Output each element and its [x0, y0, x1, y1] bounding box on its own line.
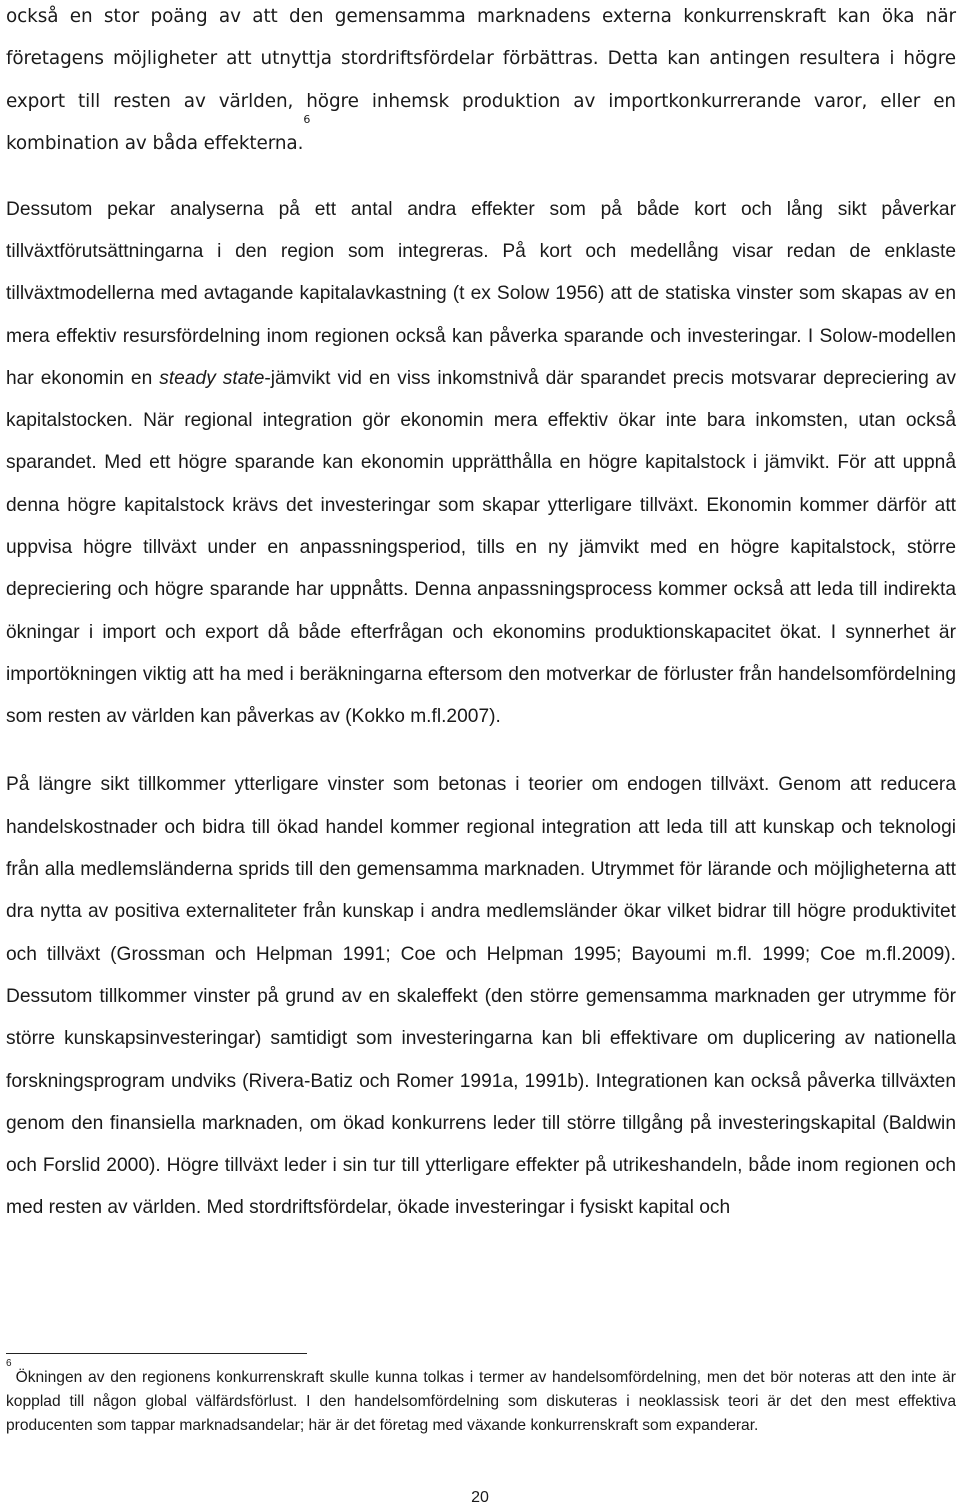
paragraph-2-text-start: Dessutom pekar analyserna på ett antal andra effekter som på både kort och lång sikt påverkar tillväxtförutsättningarna i den region som integreras. På kort och medellång visar redan de enklaste tillväxtmodellerna med avtagande kapitalavkastning (t ex Solow 1956) att de statiska vinster som skapas av en mera effektiv resursfördelning inom regionen också kan påverka sparande och investeringar. I Solow-modellen har ekonomin en — [6, 198, 956, 389]
paragraph-3-text: På längre sikt tillkommer ytterligare vinster som betonas i teorier om endogen tillväxt. Genom att reducera handelskostnader och bidra till ökad handel kommer regional integration att leda till att kunskap och teknologi från alla medlemsländerna sprids till den gemensamma marknaden. Utrymmet för lärande och möjligheterna att dra nytta av positiva externaliteter från kunskap i andra medlemsländer ökar vilket bidrar till högre produktivitet och tillväxt (Grossman och Helpman 1991; Coe och Helpman 1995; Bayoumi m.fl. 1999; Coe m.fl.2009). Dessutom tillkommer vinster på grund av en skaleffekt (den större gemensamma marknaden ger utrymme för större kunskapsinvesteringar) samtidigt som investeringarna kan bli effektivare om duplicering av nationella forskningsprogram undviks (Rivera-Batiz och Romer 1991a, 1991b). Integrationen kan också påverka tillväxten genom den finansiella marknaden, om ökad konkurrens leder till större tillgång på investeringskapital (Baldwin och Forslid 2000). Högre tillväxt leder i sin tur till ytterligare effekter på utrikeshandeln, både inom regionen och med resten av världen. Med stordriftsfördelar, ökade investeringar i fysiskt kapital och — [6, 774, 956, 1219]
paragraph-export-effects — [6, 0, 956, 166]
paragraph-endogenous-growth — [6, 764, 956, 1229]
page-number: 20 — [471, 1489, 489, 1506]
footnote-number: 6 — [6, 1358, 12, 1369]
italic-term-steady-state: steady state — [159, 367, 265, 389]
footnote-text: Ökningen av den regionens konkurrenskraft skulle kunna tolkas i termer av handelsomfördelning, men det bör noteras att den inte är kopplad till någon global välfärdsförlust. I den handelsomfördelning som diskuteras i neoklassisk teori är det den mest effektiva producenten som tappar marknadsandelar; här är det företag med växande konkurrenskraft som expanderar. — [6, 1369, 956, 1434]
footnote-separator — [6, 1353, 307, 1354]
paragraph-growth-models — [6, 189, 956, 739]
footnote-reference[interactable]: 6 — [303, 113, 311, 127]
paragraph-1-text: också en stor poäng av att den gemensamma marknadens externa konkurrenskraft kan öka när företagens möjligheter att utnyttja stordriftsfördelar förbättras. Detta kan antingen resultera i högre export till resten av världen, högre inhemsk produktion av importkonkurrerande varor, eller en kombination av båda effekterna. — [6, 6, 956, 155]
paragraph-2-text-end: -jämvikt vid en viss inkomstnivå där sparandet precis motsvarar depreciering av kapitalstocken. När regional integration gör ekonomin mera effektiv ökar inte bara inkomsten, utan också sparandet. Med ett högre sparande kan ekonomin upprätthålla en högre kapitalstock i jämvikt. För att uppnå denna högre kapitalstock krävs det investeringar som skapar ytterligare tillväxt. Ekonomin kommer därför att uppvisa högre tillväxt under en anpassningsperiod, tills en ny jämvikt med en högre kapitalstock, större depreciering och högre sparande har uppnåtts. Denna anpassningsprocess kommer också att leda till indirekta ökningar i import och export då både efterfrågan och ekonomins produktionskapacitet ökat. I synnerhet är importökningen viktig att ha med i beräkningarna eftersom den motverkar de förluster från handelsomfördelning som resten av världen kan påverkas av (Kokko m.fl.2007). — [6, 367, 956, 728]
footnote — [6, 1358, 956, 1438]
document-body — [6, 0, 956, 1230]
